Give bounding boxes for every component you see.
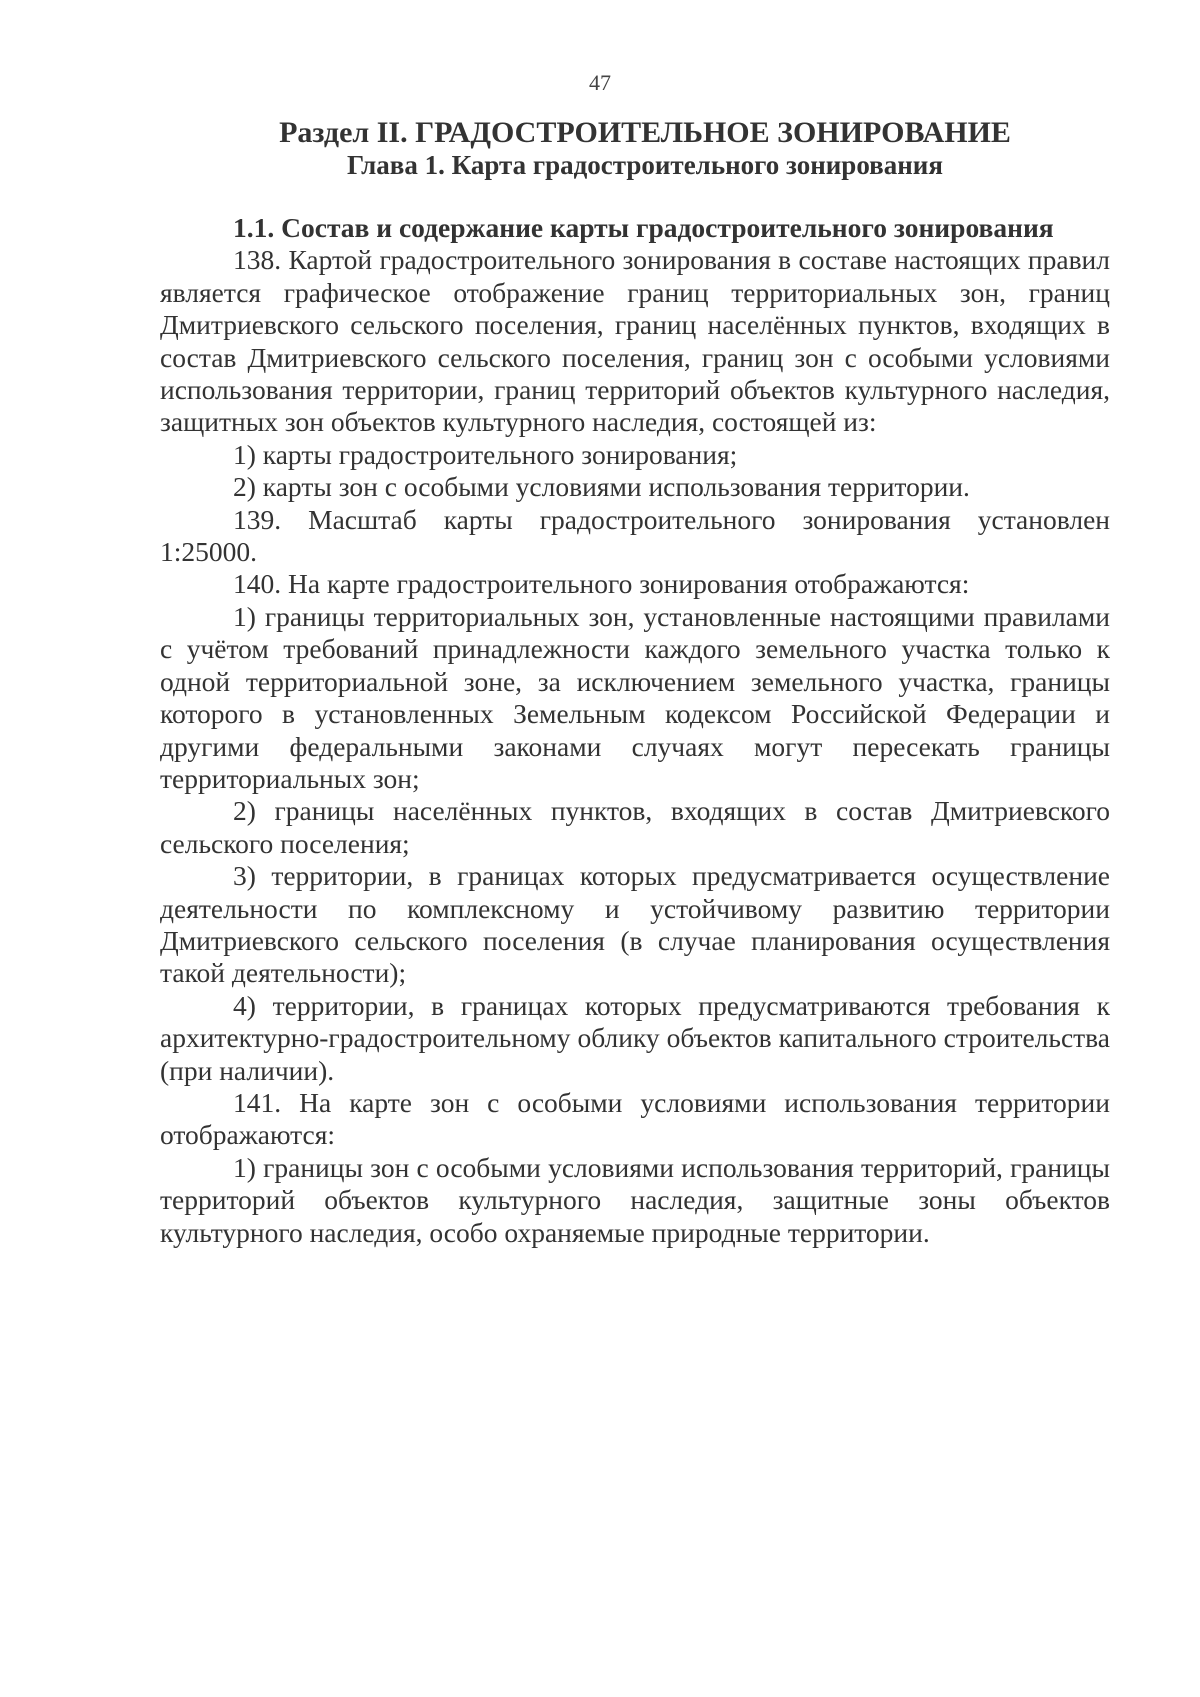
list-item: 1) границы зон с особыми условиями использования территорий, границы территорий объектов культурного наследия, защитные зоны объектов культурного наследия, особо охраняемые природные территории. bbox=[160, 1151, 1110, 1248]
document-body bbox=[160, 212, 1110, 1249]
paragraph-141: 141. На карте зон с особыми условиями использования территории отображаются: bbox=[160, 1086, 1110, 1151]
chapter-title: Глава 1. Карта градостроительного зонирования bbox=[347, 150, 943, 180]
list-item: 2) карты зон с особыми условиями использования территории. bbox=[233, 471, 970, 503]
paragraph-138: 138. Картой градостроительного зонирования в составе настоящих правил является графическое отображение границ территориальных зон, границ Дмитриевского сельского поселения, границ населённых пунктов, входящих в состав Дмитриевского сельского поселения, границ зон с особыми условиями использования территории, границ территорий объектов культурного наследия, защитных зон объектов культурного наследия, состоящей из: bbox=[160, 244, 1110, 438]
paragraph-139: 139. Масштаб карты градостроительного зонирования установлен 1:25000. bbox=[160, 503, 1110, 568]
list-item: 2) границы населённых пунктов, входящих в состав Дмитриевского сельского поселения; bbox=[160, 795, 1110, 859]
list-item: 1) границы территориальных зон, установленные настоящими правилами с учётом требований принадлежности каждого земельного участка только к одной территориальной зоне, за исключением земельного участка, границы которого в установленных Земельным кодексом Российской Федерации и другими федеральными законами случаях могут пересекать границы территориальных зон; bbox=[160, 600, 1110, 794]
list-item: 4) территории, в границах которых предусматриваются требования к архитектурно-градостроительному облику объектов капитального строительства (при наличии). bbox=[160, 989, 1110, 1086]
paragraph-140: 140. На карте градостроительного зонирования отображаются: bbox=[233, 568, 970, 600]
section-title: Раздел II. ГРАДОСТРОИТЕЛЬНОЕ ЗОНИРОВАНИЕ bbox=[279, 116, 1011, 149]
subsection-title: 1.1. Состав и содержание карты градостроительного зонирования bbox=[233, 212, 1054, 243]
list-item: 3) территории, в границах которых предусматривается осуществление деятельности по комплексному и устойчивому развитию территории Дмитриевского сельского поселения (в случае планирования осуществления такой деятельности); bbox=[160, 860, 1110, 989]
list-item: 1) карты градостроительного зонирования; bbox=[233, 438, 738, 470]
page-number: 47 bbox=[589, 70, 611, 95]
